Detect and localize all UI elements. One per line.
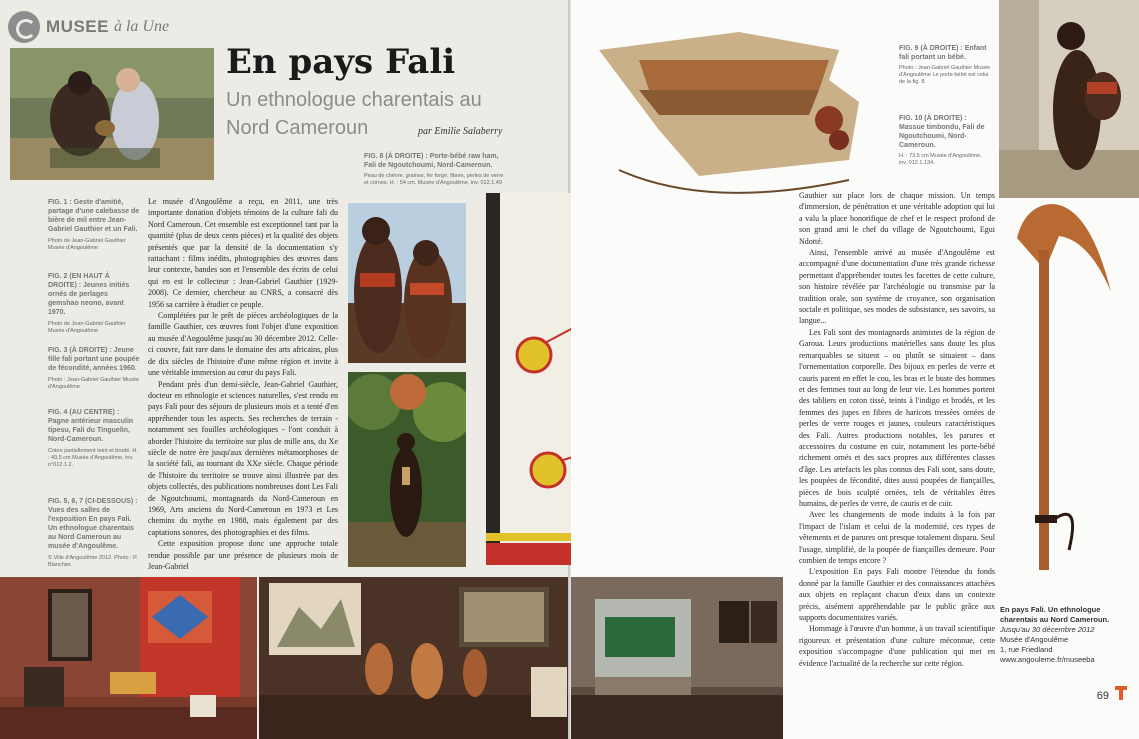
caption-fig3-label: FIG. 3 (À DROITE) : Jeune fille fali portant une poupée de fécondité, années 1960. bbox=[48, 347, 140, 372]
page-number: 69 bbox=[1096, 690, 1109, 702]
caption-fig4-label: FIG. 4 (AU CENTRE) : Pagne antérieur masculin tipesu, Fali du Tinguelin, Nord-Cameroun. bbox=[48, 409, 134, 443]
caption-fig3 bbox=[48, 346, 140, 391]
caption-fig5-7-credit: © Ville d'Angoulême 2012. Photo : P. Blanchier. bbox=[48, 555, 138, 568]
section-label: MUSEE bbox=[46, 17, 109, 36]
photo-fig2-initiates bbox=[348, 203, 466, 363]
body-paragraph: Pendant près d'un demi-siècle, Jean-Gabriel Gauthier, docteur en ethnologie et sciences naturelles, s'est rendu en pays Fali pour des séjours de plusieurs mois et a tenté d'en appréhender tous les aspects. Ses recherches de terrain - notamment ses fouilles archéologiques - l'ont conduit à aborder l'histoire du territoire sur plus de mille ans, du Xe siècle de notre ère jusqu'aux dernières métamorphoses de la société fali, au tournant du XXe siècle. Chaque période de l'histoire du territoire se trouve ainsi illustrée par des objets collectés, des publications nombreuses dont Les Fali de Ngoutchoumi, montagnards du Nord-Cameroun en 1969, Arts anciens du Nord-Cameroun en 1973 et Les chemins du mythe en 1988, mais également par des captations sonores, des photographies et des films. bbox=[148, 379, 338, 537]
left-page bbox=[0, 0, 569, 739]
caption-fig1-label: FIG. 1 : Geste d'amitié, partage d'une calebasse de bière de mil entre Jean-Gabriel Gauthier et un Fali. bbox=[48, 199, 140, 233]
photo-fig6-statues-display bbox=[259, 577, 569, 739]
body-paragraph: L'exposition En pays Fali montre l'étendue du fonds donné par la famille Gauthier et des connaissances attachées aux objets en replaçant chacun d'eux dans un contexte précis, aisément appréhendable par le public grâce aux supports documentaires variés. bbox=[799, 567, 995, 623]
caption-fig2-credit: Photo de Jean-Gabriel Gauthier Musée d'Angoulême bbox=[48, 321, 126, 334]
caption-fig10-label: FIG. 10 (À DROITE) : Massue timbondu, Fali de Ngoutchoumi, Nord-Cameroun. bbox=[899, 115, 985, 149]
body-paragraph: Le musée d'Angoulême a reçu, en 2011, une très importante donation d'objets témoins de la culture fali du Nord Cameroun. Cet ensemble est exceptionnel tant par la quantité (plus de deux cents pièces) et la qualité des objets présentés que par la densité de la documentation s'y rattachant : films inédits, photographies des œuvres dans leur contexte, bandes son et l'ensemble des écrits de celui qui en est le collecteur : Jean-Gabriel Gauthier (1929-2008). Ce dernier, chercheur au CNRS, a consacré dès 1956 sa carrière à étudier ce peuple. bbox=[148, 197, 338, 309]
body-column-right bbox=[799, 190, 995, 668]
info-venue: Musée d'Angoulême bbox=[1000, 635, 1069, 644]
caption-fig8-credit: Peau de chèvre, graines, fer forgé, fibres, perles de verre et cornes. H. : 54 cm. Musée d'Angoulême, inv. 012.1.49 bbox=[364, 173, 504, 186]
caption-fig9-credit: Photo : Jean-Gabriel Gauthier Musée d'Angoulême Le porte-bébé est celui de la fig. 8. bbox=[899, 65, 991, 85]
article-title: En pays Fali bbox=[226, 42, 456, 82]
caption-fig8-label: FIG. 8 (À DROITE) : Porte-bébé raw ham, Fali de Ngoutchoumi, Nord-Cameroun. bbox=[364, 153, 499, 169]
section-header bbox=[8, 10, 169, 44]
info-title: En pays Fali. Un ethnologue charentais au Nord Cameroun. bbox=[1000, 605, 1110, 624]
photo-fig9-child-carrying-baby bbox=[999, 0, 1139, 198]
caption-fig2-label: FIG. 2 (EN HAUT À DROITE) : Jeunes initiés ornés de perlages gemshao neono, avant 1970. bbox=[48, 273, 130, 316]
body-paragraph: Cette exposition propose donc une approche totale rendue possible par une présence de plusieurs mois de Jean-Gabriel bbox=[148, 539, 338, 571]
article-subtitle: Un ethnologue charentais au Nord Cameroun bbox=[226, 89, 482, 139]
caption-fig10-credit: H. : 73,5 cm Musée d'Angoulême, inv. 012.1.134. bbox=[899, 153, 982, 166]
info-url[interactable]: www.angouleme.fr/museeba bbox=[1000, 655, 1095, 664]
body-paragraph: Gauthier sur place lors de chaque mission. Un temps d'immersion, de pénétration et une véritable adoption qui lui a valu la place honorifique de chef et le respect profond de son grand ami le chef du village de Ngoutchoumi, Egui Ndotté. bbox=[799, 191, 995, 246]
info-dates: Jusqu'au 30 décembre 2012 bbox=[1000, 625, 1095, 634]
body-paragraph: Les Fali sont des montagnards animistes de la région de Garoua. Leurs productions matérielles sans doute les plus remarquables se situent – ou plutôt se situaient – dans l'ornementation corporelle. Des bijoux en perles de verre et cauris parent en effet le cou, les bras et le buste des hommes et des femmes tout au long de leur vie. Les hommes portent des tabliers en coton tissé, teints à l'indigo et brodés, et les femmes des jupes en fibres de haricots tressées ornées de perles de verre rouges et jaunes, couleurs caractéristiques des Fali. Autres productions notables, les parures et accessoires du costume en cuir, notamment les porte-bébé richement ornés et des sacs propres aux différentes classes d'âge. Les artefacts les plus connus des Fali sont, sans doute, les poupées de fécondité, dites aussi poupées de fiançailles, pièces de bois sculpté ornées, tels de véritables êtres humains, de perles de verre, de cauris et de cuir. bbox=[799, 327, 995, 508]
info-address: 1, rue Friedland bbox=[1000, 645, 1053, 654]
spiral-logo-icon bbox=[8, 11, 40, 43]
photo-fig1-friendship bbox=[10, 48, 214, 180]
caption-fig1 bbox=[48, 198, 140, 252]
caption-fig1-credit: Photo de Jean-Gabriel Gauthier Musée d'Angoulême bbox=[48, 238, 126, 251]
section-suffix: à la Une bbox=[113, 18, 170, 35]
image-fig10-club bbox=[1001, 200, 1121, 585]
caption-fig4-credit: Coton partiellement teint et brodé. H. : 49,5 cm Musée d'Angoulême, inv. n°012.1.2. bbox=[48, 448, 138, 468]
caption-fig3-credit: Photo : Jean-Gabriel Gauthier Musée d'Angoulême bbox=[48, 377, 140, 390]
body-paragraph: Hommage à l'œuvre d'un homme, à un travail scientifique rigoureux et présentation d'une culture méconnue, cette exposition s'accompagne d'une publication qui met en évidence l'actualité de la recherche sur cette région. bbox=[799, 624, 995, 668]
magazine-t-logo-icon bbox=[1115, 686, 1127, 700]
caption-fig9 bbox=[899, 44, 991, 86]
caption-fig10 bbox=[899, 114, 991, 167]
image-fig8-baby-carrier bbox=[589, 20, 879, 200]
body-paragraph: Ainsi, l'ensemble arrivé au musée d'Angoulême est accompagné d'une documentation d'une très grande richesse permettant d'appréhender toutes les facettes de cette culture, son histoire révélée par l'archéologie ou transmise par la tradition orale, son système de croyance, son organisation sociale et politique, ses modes de subsistance, ses savoirs, sa langue... bbox=[799, 248, 995, 326]
caption-fig5-7 bbox=[48, 497, 140, 569]
caption-fig5-7-label: FIG. 5, 6, 7 (CI-DESSOUS) : Vues des salles de l'exposition En pays Fali. Un ethnologue charentais au Nord Cameroun au musée d'Angoulême. bbox=[48, 498, 138, 550]
article-byline: par Emilie Salaberry bbox=[418, 126, 503, 137]
right-page bbox=[571, 0, 1139, 739]
caption-fig2 bbox=[48, 272, 140, 335]
photo-fig5-exhibition-room bbox=[0, 577, 257, 739]
body-paragraph: Complétées par le prêt de pièces archéologiques de la famille Gauthier, ces œuvres font l'objet d'une exposition au musée d'Angoulême jusqu'au 30 décembre 2012. Celle-ci couvre, fait rare dans le domaine des arts africains, plus de dix siècles de l'histoire d'une même région et invite à une véritable immersion au cœur du pays Fali. bbox=[148, 311, 338, 378]
caption-fig4 bbox=[48, 408, 140, 469]
caption-fig8 bbox=[364, 152, 504, 187]
photo-fig3-girl-with-doll bbox=[348, 372, 466, 567]
body-column-left bbox=[148, 196, 338, 571]
photo-fig7-exhibition-cases bbox=[571, 577, 783, 739]
exhibition-info-box bbox=[1000, 605, 1136, 665]
caption-fig9-label: FIG. 9 (À DROITE) : Enfant fali portant un bébé. bbox=[899, 45, 987, 61]
body-paragraph: Avec les changements de mode induits à la fois par l'impact de l'islam et celui de la modernité, ces types de vêtements et de parures ont presque totalement disparu. Seul l'usage, simplifié, de la poupée de fiançailles demeure. Pour combien de temps encore ? bbox=[799, 510, 995, 565]
